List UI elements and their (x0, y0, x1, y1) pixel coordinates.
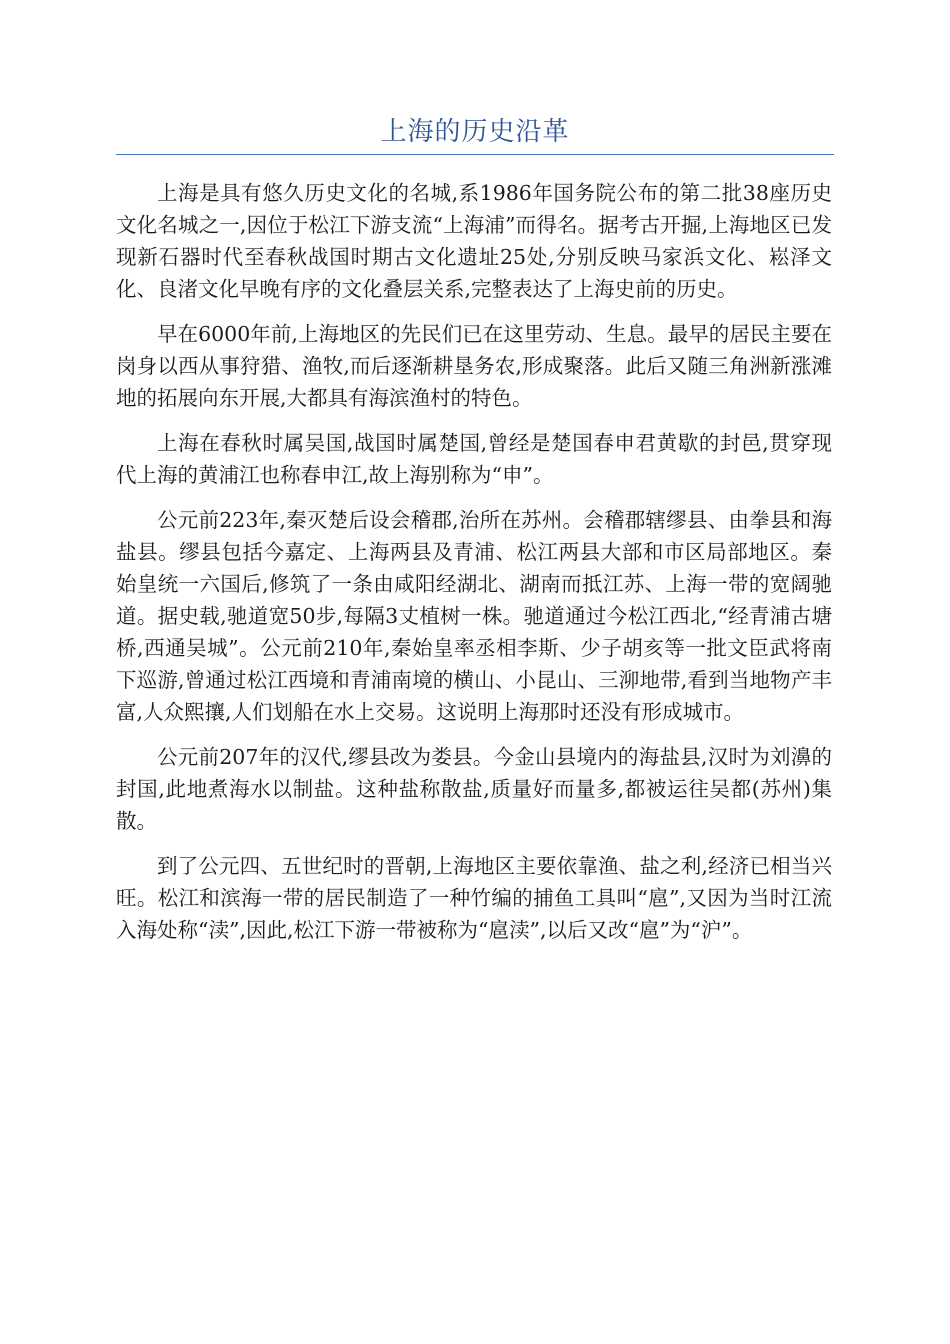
paragraph-1: 上海是具有悠久历史文化的名城,系1986年国务院公布的第二批38座历史文化名城之一,因位于松江下游支流“上海浦”而得名。据考古开掘,上海地区已发现新石器时代至春秋战国时期古文化遗址25处,分别反映马家浜文化、崧泽文化、良渚文化早晚有序的文化叠层关系,完整表达了上海史前的历史。 (116, 181, 832, 301)
paragraph-2: 早在6000年前,上海地区的先民们已在这里劳动、生息。最早的居民主要在岗身以西从事狩猎、渔牧,而后逐渐耕垦务农,形成聚落。此后又随三角洲新涨滩地的拓展向东开展,大都具有海滨渔村的特色。 (116, 322, 832, 410)
paragraph-6: 到了公元四、五世纪时的晋朝,上海地区主要依靠渔、盐之利,经济已相当兴旺。松江和滨海一带的居民制造了一种竹编的捕鱼工具叫“扈”,又因为当时江流入海处称“渎”,因此,松江下游一带被称为“扈渎”,以后又改“扈”为“沪”。 (116, 854, 832, 942)
title-underline (116, 154, 834, 155)
title-block (116, 112, 834, 155)
paragraph-5: 公元前207年的汉代,缪县改为娄县。今金山县境内的海盐县,汉时为刘濞的封国,此地煮海水以制盐。这种盐称散盐,质量好而量多,都被运往吴都(苏州)集散。 (116, 745, 832, 833)
page-title: 上海的历史沿革 (380, 117, 570, 147)
document-body (116, 177, 832, 959)
paragraph-4: 公元前223年,秦灭楚后设会稽郡,治所在苏州。会稽郡辖缪县、由拳县和海盐县。缪县包括今嘉定、上海两县及青浦、松江两县大部和市区局部地区。秦始皇统一六国后,修筑了一条由咸阳经湖北、湖南而抵江苏、上海一带的宽阔驰道。据史载,驰道宽50步,每隔3丈植树一株。驰道通过今松江西北,“经青浦古塘桥,西通吴城”。公元前210年,秦始皇率丞相李斯、少子胡亥等一批文臣武将南下巡游,曾通过松江西境和青浦南境的横山、小昆山、三泖地带,看到当地物产丰富,人众熙攘,人们划船在水上交易。这说明上海那时还没有形成城市。 (116, 508, 832, 724)
paragraph-3: 上海在春秋时属吴国,战国时属楚国,曾经是楚国春申君黄歇的封邑,贯穿现代上海的黄浦江也称春申江,故上海别称为“申”。 (116, 431, 832, 487)
